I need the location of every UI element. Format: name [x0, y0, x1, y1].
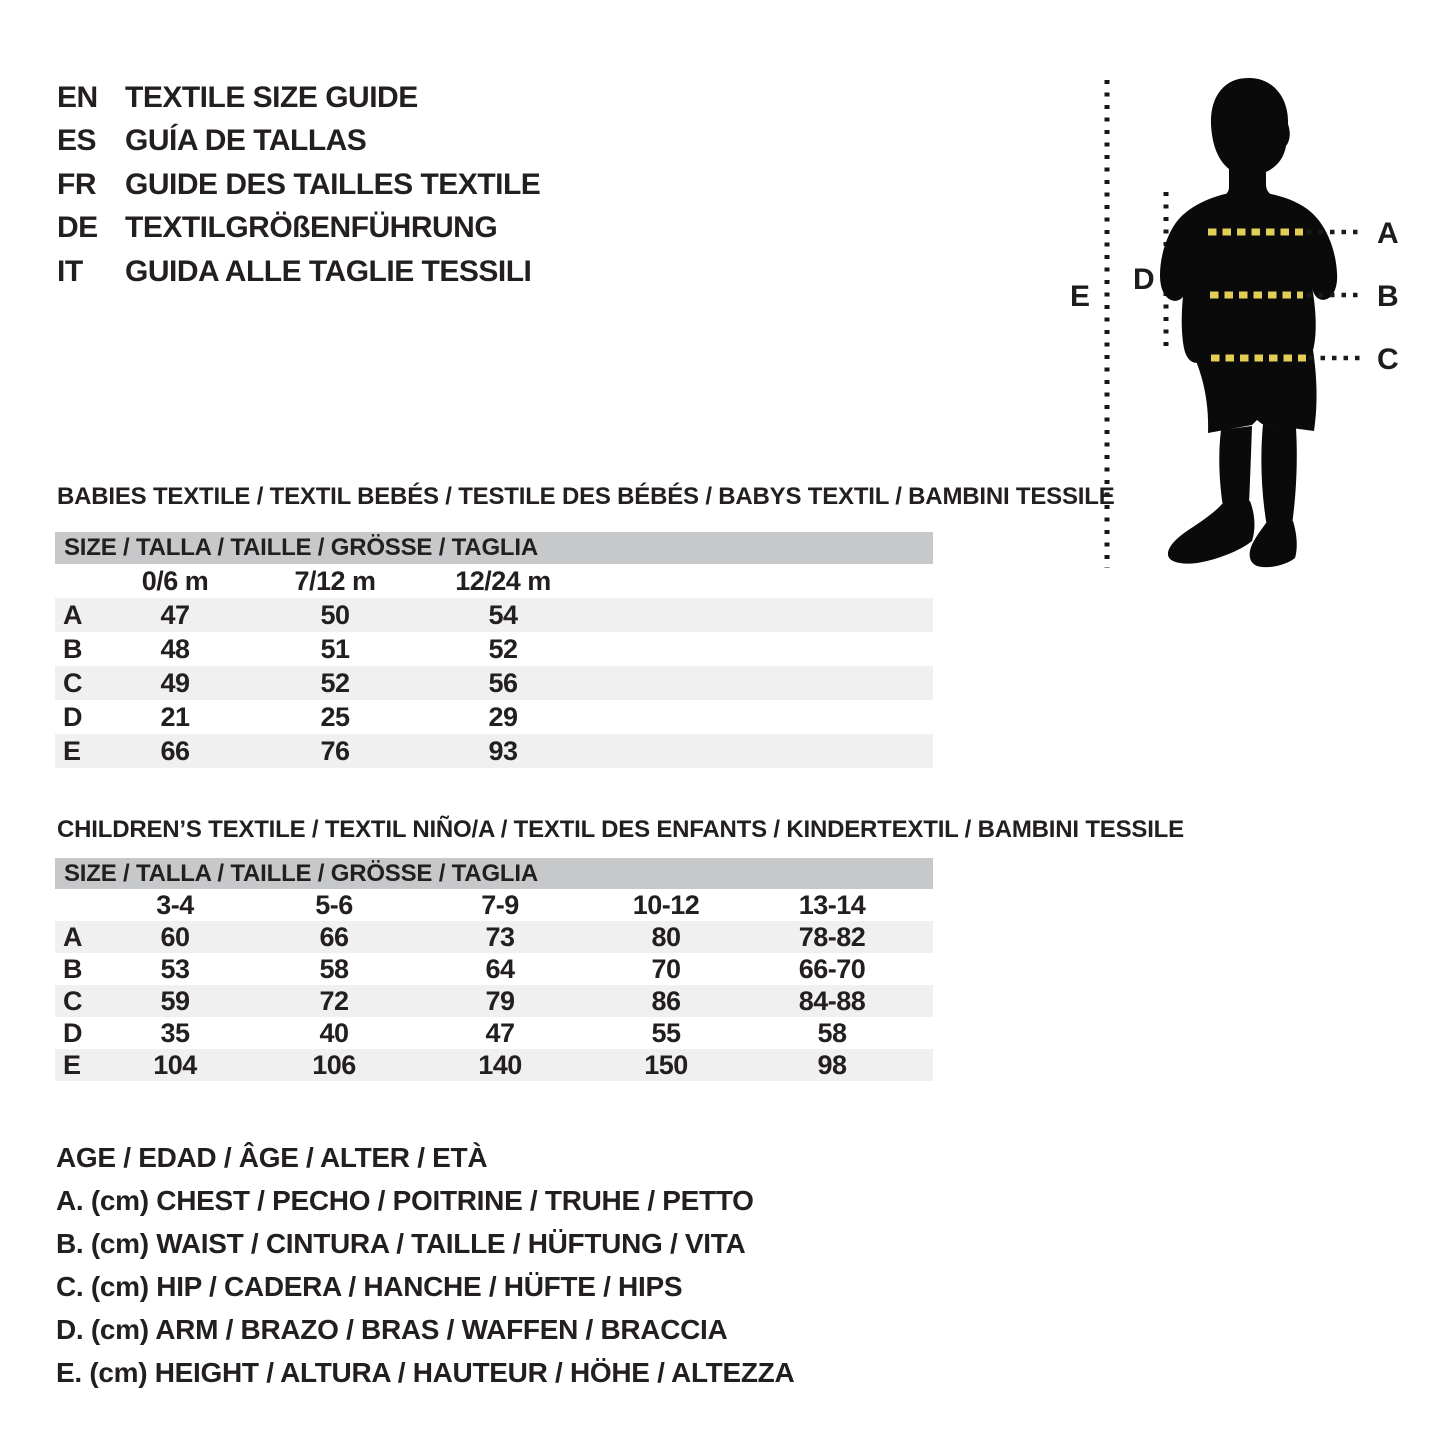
- table-cell: 64: [485, 953, 515, 984]
- children-size-header-bar: SIZE / TALLA / TAILLE / GRÖSSE / TAGLIA: [55, 858, 933, 889]
- table-cell: 93: [488, 735, 518, 766]
- table-cell: 21: [160, 701, 190, 732]
- table-cell: 29: [488, 701, 518, 732]
- table-cell: 150: [644, 1049, 688, 1080]
- measure-label-b: B: [1377, 280, 1399, 313]
- table-cell: 55: [651, 1017, 681, 1048]
- legend-line-arm: D. (cm) ARM / BRAZO / BRAS / WAFFEN / BRACCIA: [56, 1314, 728, 1345]
- lang-code-it: IT: [57, 254, 83, 288]
- children-row-b: [55, 953, 933, 985]
- table-cell: 53: [160, 953, 190, 984]
- table-cell: 76: [320, 735, 350, 766]
- table-cell: 106: [312, 1049, 356, 1080]
- table-cell: 66-70: [798, 953, 866, 984]
- legend-line-waist: B. (cm) WAIST / CINTURA / TAILLE / HÜFTUNG / VITA: [56, 1228, 746, 1259]
- table-cell: 25: [320, 701, 350, 732]
- table-cell: 54: [488, 599, 518, 630]
- children-row-a: [55, 921, 933, 953]
- babies-size-header-bar: SIZE / TALLA / TAILLE / GRÖSSE / TAGLIA: [55, 532, 933, 564]
- children-column-header-row: [55, 889, 933, 921]
- table-cell: 58: [817, 1017, 847, 1048]
- child-silhouette: [1160, 78, 1337, 567]
- legend-line-age: AGE / EDAD / ÂGE / ALTER / ETÀ: [56, 1142, 488, 1173]
- babies-col-header: 12/24 m: [455, 565, 551, 596]
- table-cell: 47: [160, 599, 190, 630]
- children-row-e: [55, 1049, 933, 1081]
- measure-label-e: E: [1070, 280, 1091, 313]
- silhouette-head: [1211, 78, 1290, 196]
- silhouette-right-shoe: [1250, 521, 1297, 567]
- measurement-legend: [56, 1136, 794, 1394]
- table-cell: 52: [320, 667, 350, 698]
- row-label: A: [63, 599, 82, 630]
- lang-code-en: EN: [57, 80, 98, 114]
- children-col-header: 13-14: [798, 889, 866, 920]
- row-label: B: [63, 953, 82, 984]
- row-label: C: [63, 985, 82, 1016]
- silhouette-left-shoe: [1168, 501, 1255, 564]
- title-fr: GUIDE DES TAILLES TEXTILE: [125, 167, 541, 201]
- children-section-title: CHILDREN’S TEXTILE / TEXTIL NIÑO/A / TEXTIL DES ENFANTS / KINDERTEXTIL / BAMBINI TESSILE: [57, 816, 1184, 843]
- table-cell: 56: [488, 667, 518, 698]
- children-row-c: [55, 985, 933, 1017]
- table-cell: 98: [817, 1049, 847, 1080]
- table-cell: 84-88: [798, 985, 866, 1016]
- table-cell: 80: [651, 921, 681, 952]
- language-title-block: [57, 76, 540, 294]
- lang-code-de: DE: [57, 211, 98, 245]
- children-col-header: 7-9: [481, 889, 519, 920]
- babies-row-b: [55, 632, 933, 666]
- table-cell: 51: [320, 633, 350, 664]
- children-col-header: 10-12: [632, 889, 700, 920]
- babies-col-header: 7/12 m: [294, 565, 376, 596]
- table-cell: 104: [153, 1049, 197, 1080]
- babies-column-header-row: [55, 564, 933, 598]
- legend-line-chest: A. (cm) CHEST / PECHO / POITRINE / TRUHE / PETTO: [56, 1185, 754, 1216]
- table-cell: 79: [485, 985, 515, 1016]
- lang-code-fr: FR: [57, 167, 96, 201]
- table-cell: 78-82: [798, 921, 866, 952]
- silhouette-shorts: [1191, 350, 1317, 433]
- lang-row-fr: [57, 163, 540, 207]
- silhouette-right-leg: [1261, 424, 1296, 527]
- legend-line-height: E. (cm) HEIGHT / ALTURA / HAUTEUR / HÖHE / ALTEZZA: [56, 1357, 795, 1388]
- table-cell: 50: [320, 599, 350, 630]
- lang-row-en: [57, 76, 540, 120]
- children-col-header: 5-6: [315, 889, 353, 920]
- children-col-header: 3-4: [156, 889, 194, 920]
- measure-label-c: C: [1377, 343, 1399, 376]
- babies-row-d: [55, 700, 933, 734]
- row-label: E: [63, 735, 81, 766]
- table-cell: 86: [651, 985, 681, 1016]
- row-label: C: [63, 667, 82, 698]
- measure-label-d: D: [1133, 263, 1155, 296]
- lang-code-es: ES: [57, 124, 97, 158]
- lang-row-es: [57, 120, 540, 164]
- legend-line-hip: C. (cm) HIP / CADERA / HANCHE / HÜFTE / HIPS: [56, 1271, 683, 1302]
- babies-row-c: [55, 666, 933, 700]
- babies-section-title: BABIES TEXTILE / TEXTIL BEBÉS / TESTILE DES BÉBÉS / BABYS TEXTIL / BAMBINI TESSILE: [57, 483, 1115, 510]
- measurement-figure: [1050, 58, 1445, 603]
- babies-col-header: 0/6 m: [141, 565, 209, 596]
- row-label: D: [63, 701, 82, 732]
- row-label: D: [63, 1017, 82, 1048]
- children-row-d: [55, 1017, 933, 1049]
- table-cell: 66: [160, 735, 190, 766]
- row-label: E: [63, 1049, 81, 1080]
- table-cell: 70: [651, 953, 681, 984]
- lang-row-de: [57, 207, 540, 251]
- table-cell: 66: [319, 921, 349, 952]
- row-label: B: [63, 633, 82, 664]
- babies-row-e: [55, 734, 933, 768]
- title-es: GUÍA DE TALLAS: [125, 124, 367, 158]
- table-cell: 140: [478, 1049, 522, 1080]
- title-it: GUIDA ALLE TAGLIE TESSILI: [125, 254, 532, 288]
- table-cell: 60: [160, 921, 190, 952]
- table-cell: 52: [488, 633, 518, 664]
- table-cell: 47: [485, 1017, 515, 1048]
- babies-size-table: [55, 532, 933, 768]
- row-label: A: [63, 921, 82, 952]
- table-cell: 72: [319, 985, 349, 1016]
- table-cell: 40: [319, 1017, 349, 1048]
- silhouette-left-leg: [1219, 426, 1252, 507]
- table-cell: 49: [160, 667, 190, 698]
- babies-row-a: [55, 598, 933, 632]
- table-cell: 73: [485, 921, 515, 952]
- table-cell: 35: [160, 1017, 190, 1048]
- title-de: TEXTILGRÖßENFÜHRUNG: [125, 211, 498, 245]
- measure-label-a: A: [1377, 217, 1399, 250]
- table-cell: 58: [319, 953, 349, 984]
- table-cell: 59: [160, 985, 190, 1016]
- lang-row-it: [57, 250, 540, 294]
- title-en: TEXTILE SIZE GUIDE: [125, 80, 418, 114]
- children-size-table: [55, 858, 933, 1081]
- table-cell: 48: [160, 633, 190, 664]
